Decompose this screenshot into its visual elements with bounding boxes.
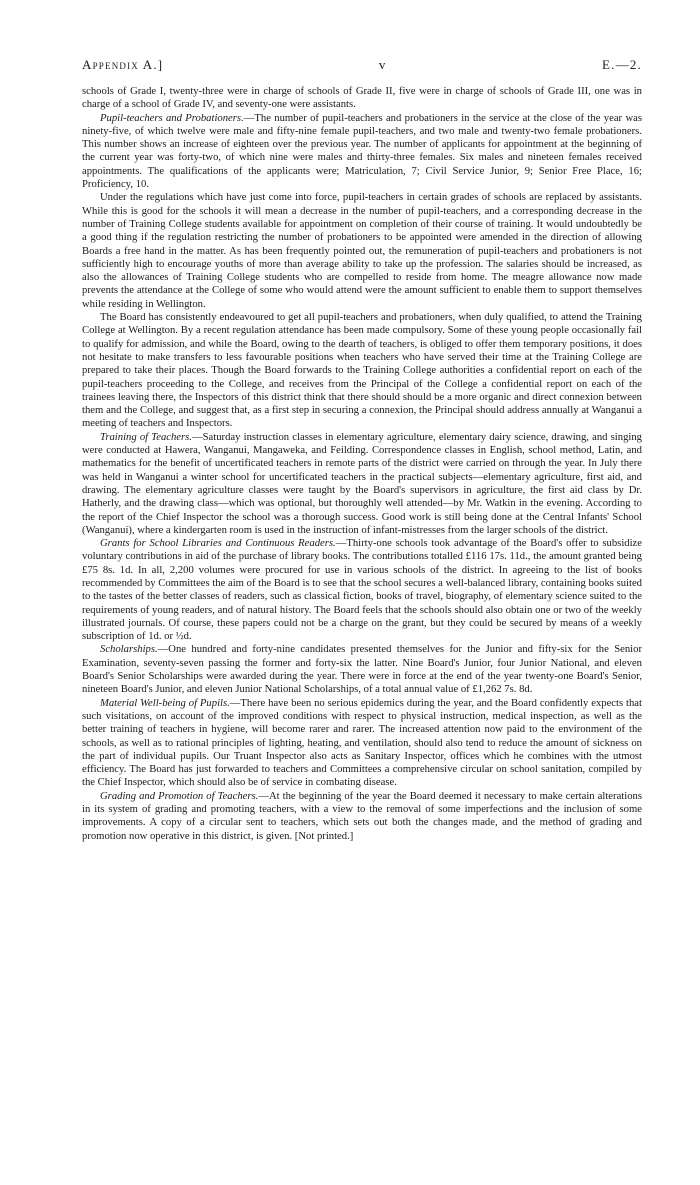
header-appendix: Appendix A.] [82,57,164,72]
paragraph-well-being [82,697,642,790]
section-heading: Grading and Promotion of Teachers. [100,790,259,802]
section-heading: Scholarships. [100,644,158,656]
document-page [82,57,642,843]
paragraph-text: Under the regulations which have just come into force, pupil-teachers in certain grades of schools are replaced by assistants. While this is good for the schools it will mean a decrease in the number of pupil-teachers, and a corresponding decrease in the number of Training College students available for appointment on completion of their course of training. It would undoubtedly be a good thing if the regulation restricting the number of probationers to be appointed were amended in the direction of allowing Boards a free hand in the matter. As has been frequently pointed out, the remuneration of pupil-teachers and probationers is not sufficiently high to encourage youths of more than average ability to take up the profession. The salaries should be increased, as also the allowances of Training College students who are compelled to reside from home. The meagre allowance now made prevents the attendance at the College of some who would attend were the amount sufficient to enable them to support themselves while residing in Wellington. [82,192,642,310]
paragraph-training-of-teachers [82,431,642,537]
paragraph-libraries [82,537,642,643]
paragraph-pupil-teachers [82,112,642,192]
paragraph-text: —The number of pupil-teachers and probationers in the service at the close of the year was ninety-five, of which twelve were male and fifty-nine female pupil-teachers, and two male and twenty-two female probationers. This number shows an increase of eighteen over the previous year. The number of applicants for appointment at the beginning of the current year was forty-two, of which nine were males and thirty-three females. Six males and nineteen females received appointments. The qualifications of the applicants were; Matriculation, 7; Civil Service Junior, 9; Senior Free Place, 16; Proficiency, 10. [82,112,642,191]
paragraph-grading [82,790,642,843]
paragraph-text: —There have been no serious epidemics during the year, and the Board confidently expects that such visitations, on account of the improved conditions with respect to physical instruction, medical inspection, as well as the better training of teachers in hygiene, will become rarer and rarer. The increased attention now paid to the environment of the schools, as well as to rational principles of lighting, heating, and ventilation, should also tend to reduce the amount of sickness on the part of individual pupils. Our Truant Inspector also acts as Sanitary Inspector, offices which he combines with the utmost efficiency. The Board has just forwarded to teachers and Committees a comprehensive circular on school sanitation, compiled by the Chief Inspector, which should also be of service in combating disease. [82,697,642,789]
paragraph-text: schools of Grade I, twenty-three were in charge of schools of Grade II, five were in charge of schools of Grade III, one was in charge of a school of Grade IV, and seventy-one were assistants. [82,86,642,111]
header-reference: E.—2. [602,57,642,72]
section-heading: Grants for School Libraries and Continuous Readers. [100,538,336,550]
paragraph-text: —At the beginning of the year the Board deemed it necessary to make certain alterations in its system of grading and promoting teachers, with a view to the removal of some imperfections and the inclusion of some improvements. A copy of a circular sent to teachers, which sets out both the changes made, and the method of grading and promotion now operative in this district, is given. [Not printed.] [82,790,642,842]
paragraph-training-college [82,311,642,431]
paragraph-text: —Thirty-one schools took advantage of the Board's offer to subsidize voluntary contributions in aid of the purchase of library books. The contributions totalled £116 17s. 11d., the amount granted being £75 8s. 1d. In all, 2,200 volumes were procured for use in various schools of the district. In agreeing to the list of books recommended by Committees the aim of the Board is to see that the school secures a well-balanced library, containing books suited to the tastes of the better classes of readers, such as classical fiction, books of travel, biography, of elementary science suited to the requirements of young readers, and of natural history. The Board feels that the schools should also obtain one or two of the weekly illustrated journals. Of course, these papers could not be a charge on the grant, but they could be secured by means of a weekly subscription of 1d. or ½d. [82,538,642,643]
paragraph-scholarships [82,643,642,696]
body-text [82,85,642,843]
section-heading: Pupil-teachers and Probationers. [100,112,244,124]
page-header [82,57,642,73]
paragraph-regulations [82,191,642,311]
section-heading: Training of Teachers. [100,431,192,443]
section-heading: Material Well-being of Pupils. [100,697,230,709]
header-page-number: v [378,57,387,72]
paragraph-continuation [82,85,642,112]
paragraph-text: The Board has consistently endeavoured to get all pupil-teachers and probationers, when duly qualified, to attend the Training College at Wellington. By a recent regulation attendance has been made compulsory. Some of these young people occasionally fail to qualify for admission, and while the Board, owing to the dearth of teachers, is obliged to offer them temporary positions, it does not hesitate to make transfers to less favourable positions when teachers who have served their time at the Training College are prepared to take their places. Though the Board forwards to the Training College authorities a confidential report on each of the pupil-teachers proceeding to the College, and receives from the Principal of the College a confidential report on each of the trainees leaving there, the Inspectors of this district think that there should should be a more organic and direct connexion between them and the College, and suggest that, as a first step in securing a connexion, the Principal should address annually at Wanganui a meeting of teachers and Inspectors. [82,312,642,430]
paragraph-text: —One hundred and forty-nine candidates presented themselves for the Junior and fifty-six for the Senior Examination, seventy-seven passing the former and forty-six the latter. Nine Board's Junior, four Junior National, and eleven Board's Senior Scholarships were awarded during the year. There were in force at the end of the year twenty-one Board's Senior, nineteen Board's Junior, and eleven Junior National Scholarships, of a total annual value of £1,262 7s. 8d. [82,644,642,696]
paragraph-text: —Saturday instruction classes in elementary agriculture, elementary dairy science, drawing, and singing were conducted at Hawera, Wanganui, Mangaweka, and Feilding. Correspondence classes in English, school method, Latin, and mathematics for the benefit of uncertificated teachers in remote parts of the district were carried on through the year. In July there was held in Wanganui a winter school for uncertificated teachers in the practical subjects—elementary agriculture, first aid, and drawing. The elementary agriculture classes were taught by the Board's supervisors in agriculture, the first aid class by Dr. Hatherly, and the drawing class—which was optional, but thoroughly well attended—by Mr. Watkin in the evening. According to the report of the Chief Inspector the school was a thorough success. Good work is still being done at the Central Infants' School (Wanganui), where a kindergarten room is used in the instruction of infant-mistresses from the larger schools of the district. [82,431,642,536]
